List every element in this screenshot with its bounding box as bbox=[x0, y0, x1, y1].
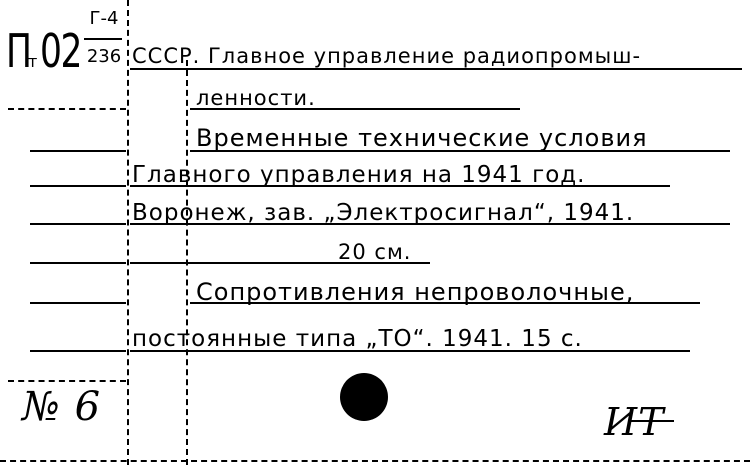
initials-stroke bbox=[630, 420, 674, 422]
rule-left-5 bbox=[30, 262, 126, 264]
rule-left-3 bbox=[30, 185, 126, 187]
margin-line-left bbox=[127, 0, 129, 465]
card-line-2: ленности. bbox=[196, 86, 316, 110]
card-line-4: Главного управления на 1941 год. bbox=[132, 162, 586, 188]
rule-left-1 bbox=[8, 108, 126, 110]
card-line-5: Воронеж, зав. „Электросигнал“, 1941. bbox=[132, 200, 635, 226]
code-prefix: П bbox=[6, 24, 31, 78]
handwritten-initials: ИТ bbox=[604, 400, 665, 444]
handwritten-number: № 6 bbox=[22, 384, 102, 430]
code-sub: т bbox=[28, 52, 39, 71]
code-fraction-bar bbox=[84, 38, 122, 40]
bottom-edge bbox=[0, 460, 750, 462]
rule-left-2 bbox=[30, 150, 126, 152]
rule-left-4 bbox=[30, 223, 126, 225]
rule-left-7 bbox=[30, 350, 126, 352]
punch-hole bbox=[340, 373, 388, 421]
card-line-7: Сопротивления непроволочные, bbox=[196, 278, 635, 306]
rule-right-1 bbox=[130, 68, 742, 70]
rule-left-8 bbox=[8, 380, 126, 382]
code-number: 02 bbox=[40, 24, 81, 78]
card-line-6: 20 см. bbox=[338, 240, 412, 264]
card-line-1: СССР. Главное управление радиопромыш- bbox=[132, 44, 642, 68]
code-fraction-top: Г-4 bbox=[89, 8, 119, 29]
card-line-3: Временные технические условия bbox=[196, 124, 648, 152]
card-line-8: постоянные типа „ТО“. 1941. 15 с. bbox=[132, 326, 583, 352]
code-fraction-bottom: 236 bbox=[86, 46, 122, 67]
rule-left-6 bbox=[30, 302, 126, 304]
